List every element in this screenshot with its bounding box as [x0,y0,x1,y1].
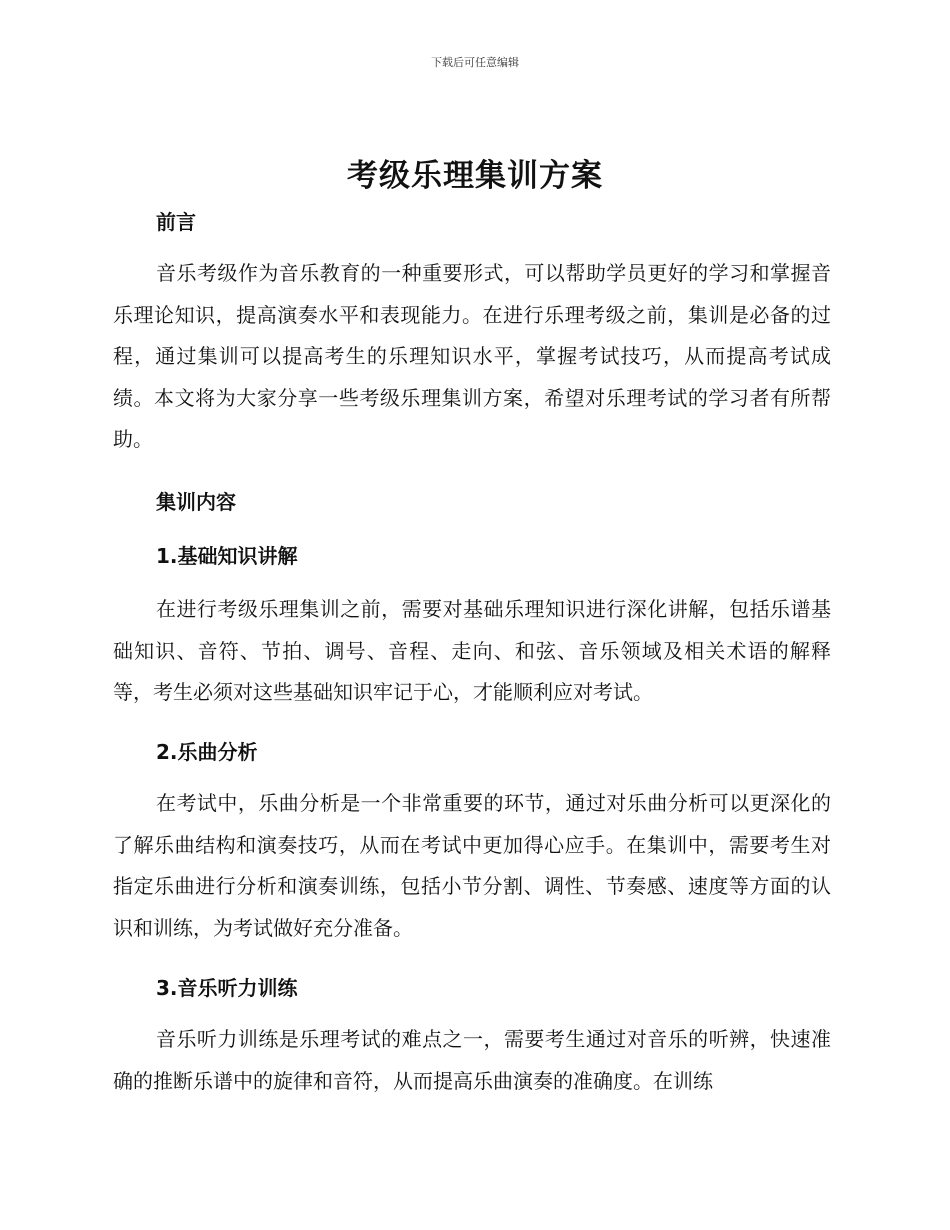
preface-heading: 前言 [156,210,196,234]
section-1-heading: 1.基础知识讲解 [156,544,298,568]
content-heading: 集训内容 [156,490,236,514]
document-title: 考级乐理集训方案 [347,158,603,194]
section-2-heading: 2.乐曲分析 [156,740,258,764]
preface-paragraph: 音乐考级作为音乐教育的一种重要形式，可以帮助学员更好的学习和掌握音乐理论知识，提高演奏水平和表现能力。在进行乐理考级之前，集训是必备的过程，通过集训可以提高考生的乐理知识水平，掌握考试技巧，从而提高考试成绩。本文将为大家分享一些考级乐理集训方案，希望对乐理考试的学习者有所帮助。 [113,261,831,451]
section-3-heading: 3.音乐听力训练 [156,976,298,1000]
header-note: 下载后可任意编辑 [431,56,519,69]
section-1-paragraph: 在进行考级乐理集训之前，需要对基础乐理知识进行深化讲解，包括乐谱基础知识、音符、节拍、调号、音程、走向、和弦、音乐领域及相关术语的解释等，考生必须对这些基础知识牢记于心，才能顺利应对考试。 [113,597,831,704]
section-3-paragraph: 音乐听力训练是乐理考试的难点之一，需要考生通过对音乐的听辨，快速准确的推断乐谱中的旋律和音符，从而提高乐曲演奏的准确度。在训练 [113,1027,831,1093]
section-2-paragraph: 在考试中，乐曲分析是一个非常重要的环节，通过对乐曲分析可以更深化的了解乐曲结构和演奏技巧，从而在考试中更加得心应手。在集训中，需要考生对指定乐曲进行分析和演奏训练，包括小节分割、调性、节奏感、速度等方面的认识和训练，为考试做好充分准备。 [113,791,831,940]
